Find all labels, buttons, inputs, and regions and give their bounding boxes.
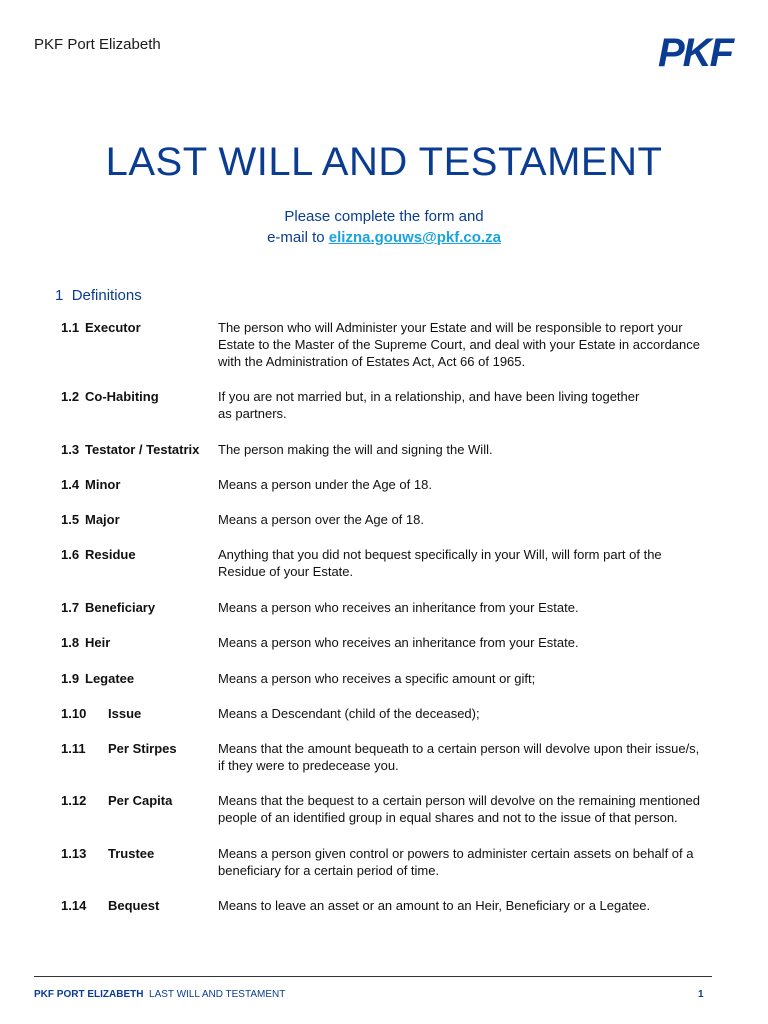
definition-text: Means that the amount bequeath to a certain person will devolve upon their issue/s, if they were to predecease you. xyxy=(218,741,700,773)
definition-number: 1.13 xyxy=(61,846,87,861)
definition-term xyxy=(61,793,173,808)
instructions-prefix: e-mail to xyxy=(267,229,329,246)
footer xyxy=(34,989,285,1000)
definition-term xyxy=(61,635,111,650)
definition-term xyxy=(61,846,155,861)
definition-number: 1.3 xyxy=(61,442,80,457)
definition-term-label: Minor xyxy=(85,477,121,492)
page-title: LAST WILL AND TESTAMENT xyxy=(105,140,663,184)
definition-number: 1.4 xyxy=(61,477,80,492)
footer-rule xyxy=(34,976,712,977)
definition-text: Means a person who receives an inheritance from your Estate. xyxy=(218,635,579,650)
office-name: PKF Port Elizabeth xyxy=(34,36,161,53)
page-number: 1 xyxy=(698,989,704,1000)
definition-term xyxy=(61,706,142,721)
definition-term xyxy=(61,320,141,335)
definition-number: 1.7 xyxy=(61,600,80,615)
definition-term-label: Heir xyxy=(85,635,111,650)
definition-term xyxy=(61,898,160,913)
definition-term-label: Legatee xyxy=(85,671,135,686)
footer-office: PKF PORT ELIZABETH xyxy=(34,989,144,1000)
definition-term xyxy=(61,512,120,527)
definition-text: Means a person who receives a specific amount or gift; xyxy=(218,671,536,686)
definition-number: 1.10 xyxy=(61,706,87,721)
definition-term xyxy=(61,741,177,756)
svg-text:PKF: PKF xyxy=(658,31,732,72)
definition-text: Anything that you did not bequest specifically in your Will, will form part of the Residue of your Estate. xyxy=(218,547,662,579)
definition-number: 1.12 xyxy=(61,793,87,808)
definition-text: The person making the will and signing the Will. xyxy=(218,442,493,457)
footer-doc-title: LAST WILL AND TESTAMENT xyxy=(149,989,286,1000)
definition-term-label: Co-Habiting xyxy=(85,389,159,404)
definition-term xyxy=(61,671,135,686)
section-number: 1 xyxy=(55,287,64,304)
definition-term-label: Per Capita xyxy=(108,793,173,808)
definition-text: The person who will Administer your Estate and will be responsible to report your Estate to the Master of the Supreme Court, and deal with your Estate in accordance with the Administration of Estates Act, Act 66 of 1965. xyxy=(218,320,700,369)
definition-text: Means a person under the Age of 18. xyxy=(218,477,432,492)
definition-term-label: Executor xyxy=(85,320,141,335)
definition-term-label: Testator / Testatrix xyxy=(85,442,200,457)
definition-term-label: Trustee xyxy=(108,846,155,861)
definition-term-label: Issue xyxy=(108,706,142,721)
definition-number: 1.11 xyxy=(61,741,86,756)
section-title: Definitions xyxy=(71,287,142,304)
definition-term xyxy=(61,477,121,492)
instructions-line-1: Please complete the form and xyxy=(284,208,484,225)
definition-text: Means that the bequest to a certain person will devolve on the remaining mentioned people of an identified group in equal shares and not to the issue of that person. xyxy=(218,793,701,825)
definition-text: Means a person who receives an inheritance from your Estate. xyxy=(218,600,579,615)
definition-text: Means to leave an asset or an amount to an Heir, Beneficiary or a Legatee. xyxy=(218,898,651,913)
definition-term xyxy=(61,600,156,615)
definition-number: 1.1 xyxy=(61,320,80,335)
definition-number: 1.9 xyxy=(61,671,80,686)
section-heading xyxy=(55,287,142,304)
definition-text: Means a Descendant (child of the deceased); xyxy=(218,706,480,721)
definition-term xyxy=(61,442,200,457)
definition-term-label: Beneficiary xyxy=(85,600,156,615)
definition-term-label: Bequest xyxy=(108,898,160,913)
definition-text: Means a person given control or powers to administer certain assets on behalf of a beneficiary for a certain period of time. xyxy=(218,846,694,878)
definition-term xyxy=(61,547,136,562)
pkf-logo xyxy=(656,30,746,72)
definition-term-label: Residue xyxy=(85,547,136,562)
definition-number: 1.8 xyxy=(61,635,80,650)
definition-term-label: Per Stirpes xyxy=(108,741,177,756)
definition-term xyxy=(61,389,159,404)
definition-text: Means a person over the Age of 18. xyxy=(218,512,424,527)
definition-number: 1.6 xyxy=(61,547,80,562)
definition-number: 1.2 xyxy=(61,389,80,404)
definition-number: 1.5 xyxy=(61,512,80,527)
definition-number: 1.14 xyxy=(61,898,87,913)
definition-text: If you are not married but, in a relationship, and have been living together as partners. xyxy=(218,389,640,421)
instructions-line-2 xyxy=(0,229,768,246)
email-link[interactable]: elizna.gouws@pkf.co.za xyxy=(328,229,501,246)
definition-term-label: Major xyxy=(85,512,120,527)
